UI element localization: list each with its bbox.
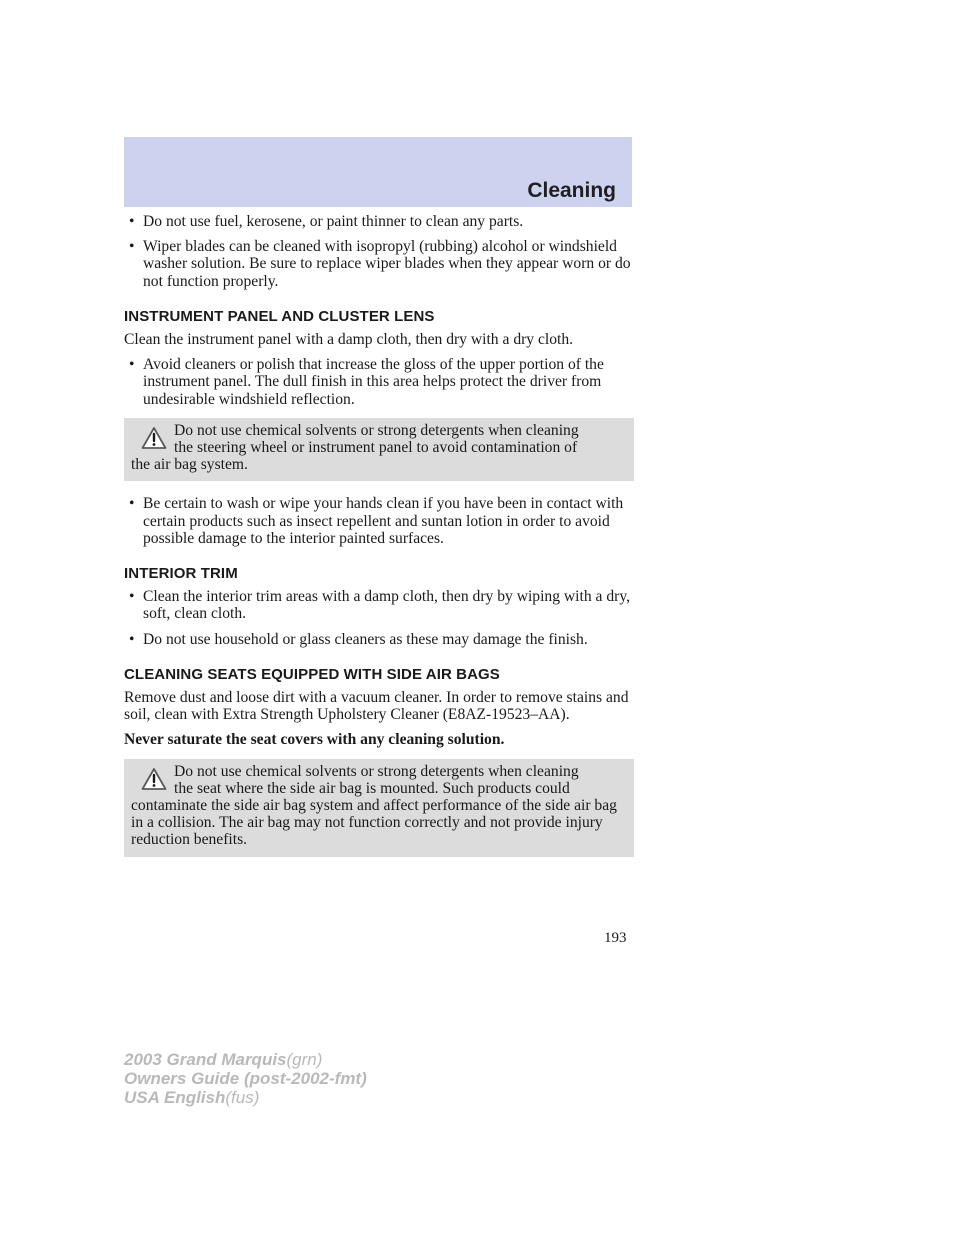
warning-text-line: the seat where the side air bag is mounted. Such products could [174,779,570,797]
warning-text-rest: contaminate the side air bag system and affect performance of the side air bag in a collision. The air bag may not function correctly and not provide injury reduction benefits. [131,797,617,849]
document-footer [124,1050,367,1107]
footer-line-language [124,1088,367,1107]
bullet-item [124,213,634,230]
bullet-text: Avoid cleaners or polish that increase the gloss of the upper portion of the instrument panel. The dull finish in this area helps protect the driver from undesirable windshield reflection. [143,356,604,408]
bullet-symbol: • [129,630,135,648]
bullet-item [124,356,634,408]
instrument-intro: Clean the instrument panel with a damp cloth, then dry with a dry cloth. [124,331,574,349]
page-number: 193 [604,930,627,946]
bullet-symbol: • [129,588,135,606]
warning-triangle-icon [141,426,167,450]
heading-instrument-panel: INSTRUMENT PANEL AND CLUSTER LENS [124,307,435,325]
warning-triangle-icon [141,767,167,791]
bullet-item [124,238,634,290]
bullet-symbol: • [129,495,135,513]
bullet-text: Clean the interior trim areas with a damp cloth, then dry by wiping with a dry, soft, clean cloth. [143,588,631,623]
section-header-band [124,137,632,207]
warning-text-rest: the air bag system. [131,456,248,474]
bullet-text: Wiper blades can be cleaned with isopropyl (rubbing) alcohol or windshield washer solution. Be sure to replace wiper blades when they appear worn or do not function properly. [143,238,631,290]
bullet-text: Do not use household or glass cleaners as these may damage the finish. [143,630,588,648]
warning-box [124,759,634,857]
warning-text-line: Do not use chemical solvents or strong detergents when cleaning [174,762,579,780]
seats-bold-note: Never saturate the seat covers with any cleaning solution. [124,731,505,749]
warning-text-line: the steering wheel or instrument panel to avoid contamination of [174,439,578,457]
footer-language-code: (fus) [225,1088,260,1107]
bullet-text: Be certain to wash or wipe your hands clean if you have been in contact with certain products such as insect repellent and suntan lotion in order to avoid possible damage to the interior painted surfaces. [143,495,624,547]
bullet-item [124,631,634,648]
seats-intro: Remove dust and loose dirt with a vacuum cleaner. In order to remove stains and soil, clean with Extra Strength Upholstery Cleaner (E8AZ-19523–AA). [124,689,629,724]
bullet-symbol: • [129,238,135,256]
warning-box [124,418,634,482]
bullet-item [124,495,634,547]
section-title: Cleaning [527,179,616,202]
footer-language: USA English [124,1088,226,1107]
bullet-text: Do not use fuel, kerosene, or paint thinner to clean any parts. [143,213,524,230]
bullet-symbol: • [129,356,135,374]
footer-guide: Owners Guide (post-2002-fmt) [124,1069,367,1088]
page-content [124,213,634,871]
bullet-item [124,588,634,622]
heading-interior-trim: INTERIOR TRIM [124,565,238,583]
heading-seats-side-airbags: CLEANING SEATS EQUIPPED WITH SIDE AIR BAGS [124,665,500,683]
warning-text-line: Do not use chemical solvents or strong detergents when cleaning [174,421,579,439]
footer-model-code: (grn) [286,1050,323,1069]
footer-line-model [124,1050,367,1069]
footer-model: 2003 Grand Marquis [124,1050,287,1069]
bullet-symbol: • [129,213,135,230]
